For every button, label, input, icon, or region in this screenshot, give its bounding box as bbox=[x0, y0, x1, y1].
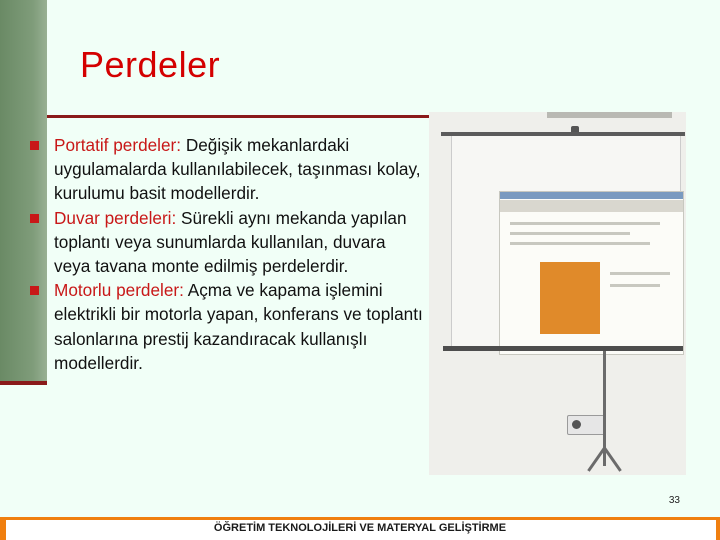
bullet-term: Motorlu perdeler: bbox=[54, 280, 184, 301]
screen-casing bbox=[547, 112, 672, 118]
slide-title: Perdeler bbox=[80, 44, 221, 85]
page-number: 33 bbox=[668, 495, 680, 506]
square-bullet-icon bbox=[30, 141, 39, 150]
bullet-text: Açma ve kapama işlemini elektrikli bir motorla yapan, konferans ve toplantı salonlarına prestij kazandıracak kullanışlı modellerdir. bbox=[54, 280, 423, 373]
projector bbox=[567, 415, 605, 435]
bullet-term: Portatif perdeler: bbox=[54, 135, 182, 155]
projected-image bbox=[540, 262, 600, 334]
projected-text-line bbox=[510, 242, 650, 245]
square-bullet-icon bbox=[30, 214, 39, 223]
bullet-list bbox=[30, 133, 425, 375]
screen-bottom-bar bbox=[443, 346, 683, 351]
left-divider bbox=[0, 381, 47, 385]
bullet-item-duvar bbox=[30, 206, 425, 279]
tripod-pole bbox=[603, 351, 606, 451]
screen-surface bbox=[451, 136, 681, 346]
projector-lens-icon bbox=[572, 420, 581, 429]
projected-webpage bbox=[499, 191, 684, 355]
bullet-item-portatif bbox=[30, 133, 425, 206]
bullet-text: Değişik mekanlardaki uygulamalarda kullanılabilecek, taşınması kolay, kurulumu basit modellerdir. bbox=[54, 135, 421, 204]
projection-screen-photo bbox=[429, 112, 686, 475]
projected-titlebar bbox=[500, 192, 683, 199]
tripod-leg bbox=[603, 448, 606, 466]
bullet-term: Duvar perdeleri: bbox=[54, 207, 177, 228]
footer-bar bbox=[0, 517, 720, 540]
tripod-leg bbox=[603, 447, 622, 472]
projected-text-line bbox=[510, 232, 630, 235]
projected-text-line bbox=[510, 222, 660, 225]
bullet-item-motorlu bbox=[30, 278, 425, 375]
bullet-text: Sürekli aynı mekanda yapılan toplantı veya sunumlarda kullanılan, duvara veya tavana monte edilmiş perdelerdir. bbox=[54, 207, 407, 277]
projected-text-line bbox=[610, 284, 660, 287]
square-bullet-icon bbox=[30, 286, 39, 295]
footer-text: ÖĞRETİM TEKNOLOJİLERİ VE MATERYAL GELİŞTİRME bbox=[213, 522, 507, 534]
projected-text-line bbox=[610, 272, 670, 275]
projected-toolbar bbox=[500, 200, 683, 212]
